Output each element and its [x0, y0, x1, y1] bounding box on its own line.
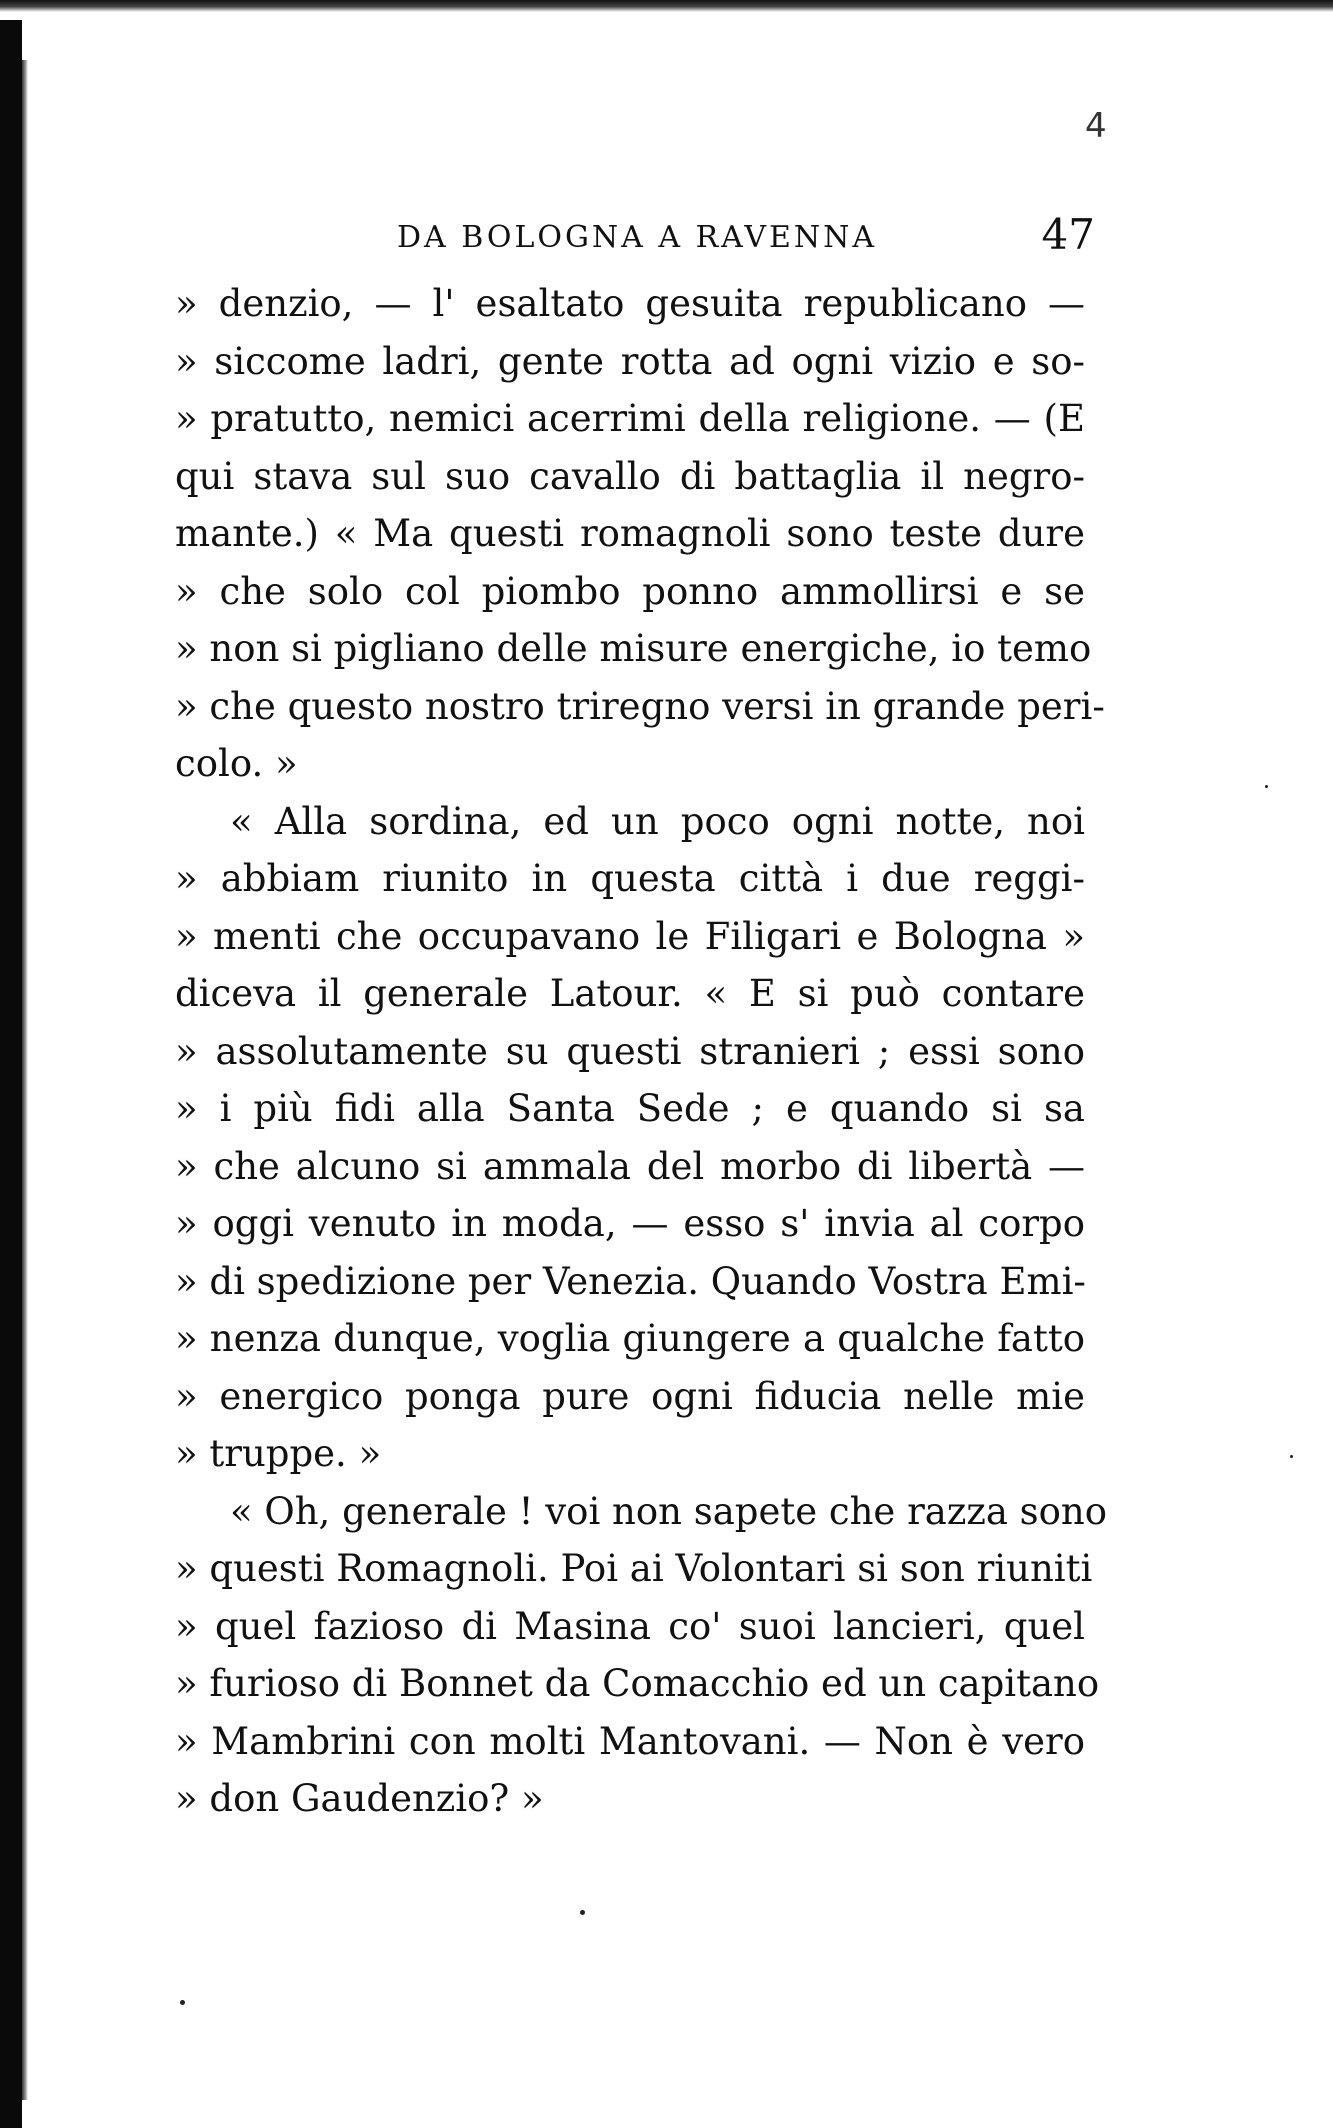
text-line: » nenza dunque, voglia giungere a qualche fatto — [175, 1317, 1085, 1360]
ink-speck — [1265, 785, 1268, 788]
text-line: qui stava sul suo cavallo di battaglia il negro- — [175, 454, 1085, 498]
text-line: « Oh, generale ! voi non sapete che razza sono — [230, 1489, 1108, 1533]
text-line: » energico ponga pure ogni fiducia nelle mie — [175, 1374, 1085, 1418]
text-line: » che questo nostro triregno versi in grande peri- — [175, 684, 1105, 728]
text-line: » quel fazioso di Masina co' suoi lancieri, quel — [175, 1604, 1085, 1648]
page-number: 47 — [1041, 210, 1095, 259]
ink-speck — [1290, 1455, 1293, 1458]
text-line: » i più fidi alla Santa Sede ; e quando si sa — [175, 1087, 1085, 1130]
scan-edge-top — [0, 0, 1333, 12]
text-line: » don Gaudenzio? » — [175, 1777, 544, 1820]
body-text — [175, 275, 1108, 1828]
running-header — [175, 210, 1095, 270]
text-line: » oggi venuto in moda, — esso s' invia al corpo — [175, 1202, 1085, 1245]
text-line: » che alcuno si ammala del morbo di libertà — — [175, 1144, 1085, 1188]
ink-speck — [180, 2000, 185, 2005]
running-header-title: DA BOLOGNA A RAVENNA — [397, 220, 878, 255]
text-line: » Mambrini con molti Mantovani. — Non è vero — [175, 1719, 1085, 1763]
text-line: » che solo col piombo ponno ammollirsi e se — [175, 569, 1085, 613]
text-line: « Alla sordina, ed un poco ogni notte, noi — [230, 799, 1085, 843]
text-line: mante.) « Ma questi romagnoli sono teste dure — [175, 512, 1085, 555]
text-line: » abbiam riunito in questa città i due reggi- — [175, 857, 1085, 900]
scan-edge-left — [0, 20, 22, 2128]
text-line: colo. » — [175, 742, 298, 785]
corner-mark: 4 — [1085, 106, 1107, 146]
text-line: » non si pigliano delle misure energiche, io temo — [175, 627, 1092, 670]
text-line: » di spedizione per Venezia. Quando Vostra Emi- — [175, 1259, 1086, 1303]
text-line: diceva il generale Latour. « E si può contare — [175, 972, 1085, 1015]
text-line: » truppe. » — [175, 1432, 382, 1475]
text-line: » assolutamente su questi stranieri ; essi sono — [175, 1029, 1085, 1073]
text-line: » siccome ladri, gente rotta ad ogni vizio e so- — [175, 339, 1085, 383]
text-line: » furioso di Bonnet da Comacchio ed un capitano — [175, 1662, 1100, 1705]
scan-edge-shadow — [22, 60, 28, 2100]
text-line: » menti che occupavano le Filigari e Bologna » — [175, 914, 1085, 958]
ink-speck — [580, 1910, 585, 1915]
text-line: » denzio, — l' esaltato gesuita republicano — — [175, 282, 1085, 325]
text-line: » pratutto, nemici acerrimi della religione. — (E — [175, 397, 1085, 440]
text-line: » questi Romagnoli. Poi ai Volontari si son riuniti — [175, 1547, 1093, 1590]
